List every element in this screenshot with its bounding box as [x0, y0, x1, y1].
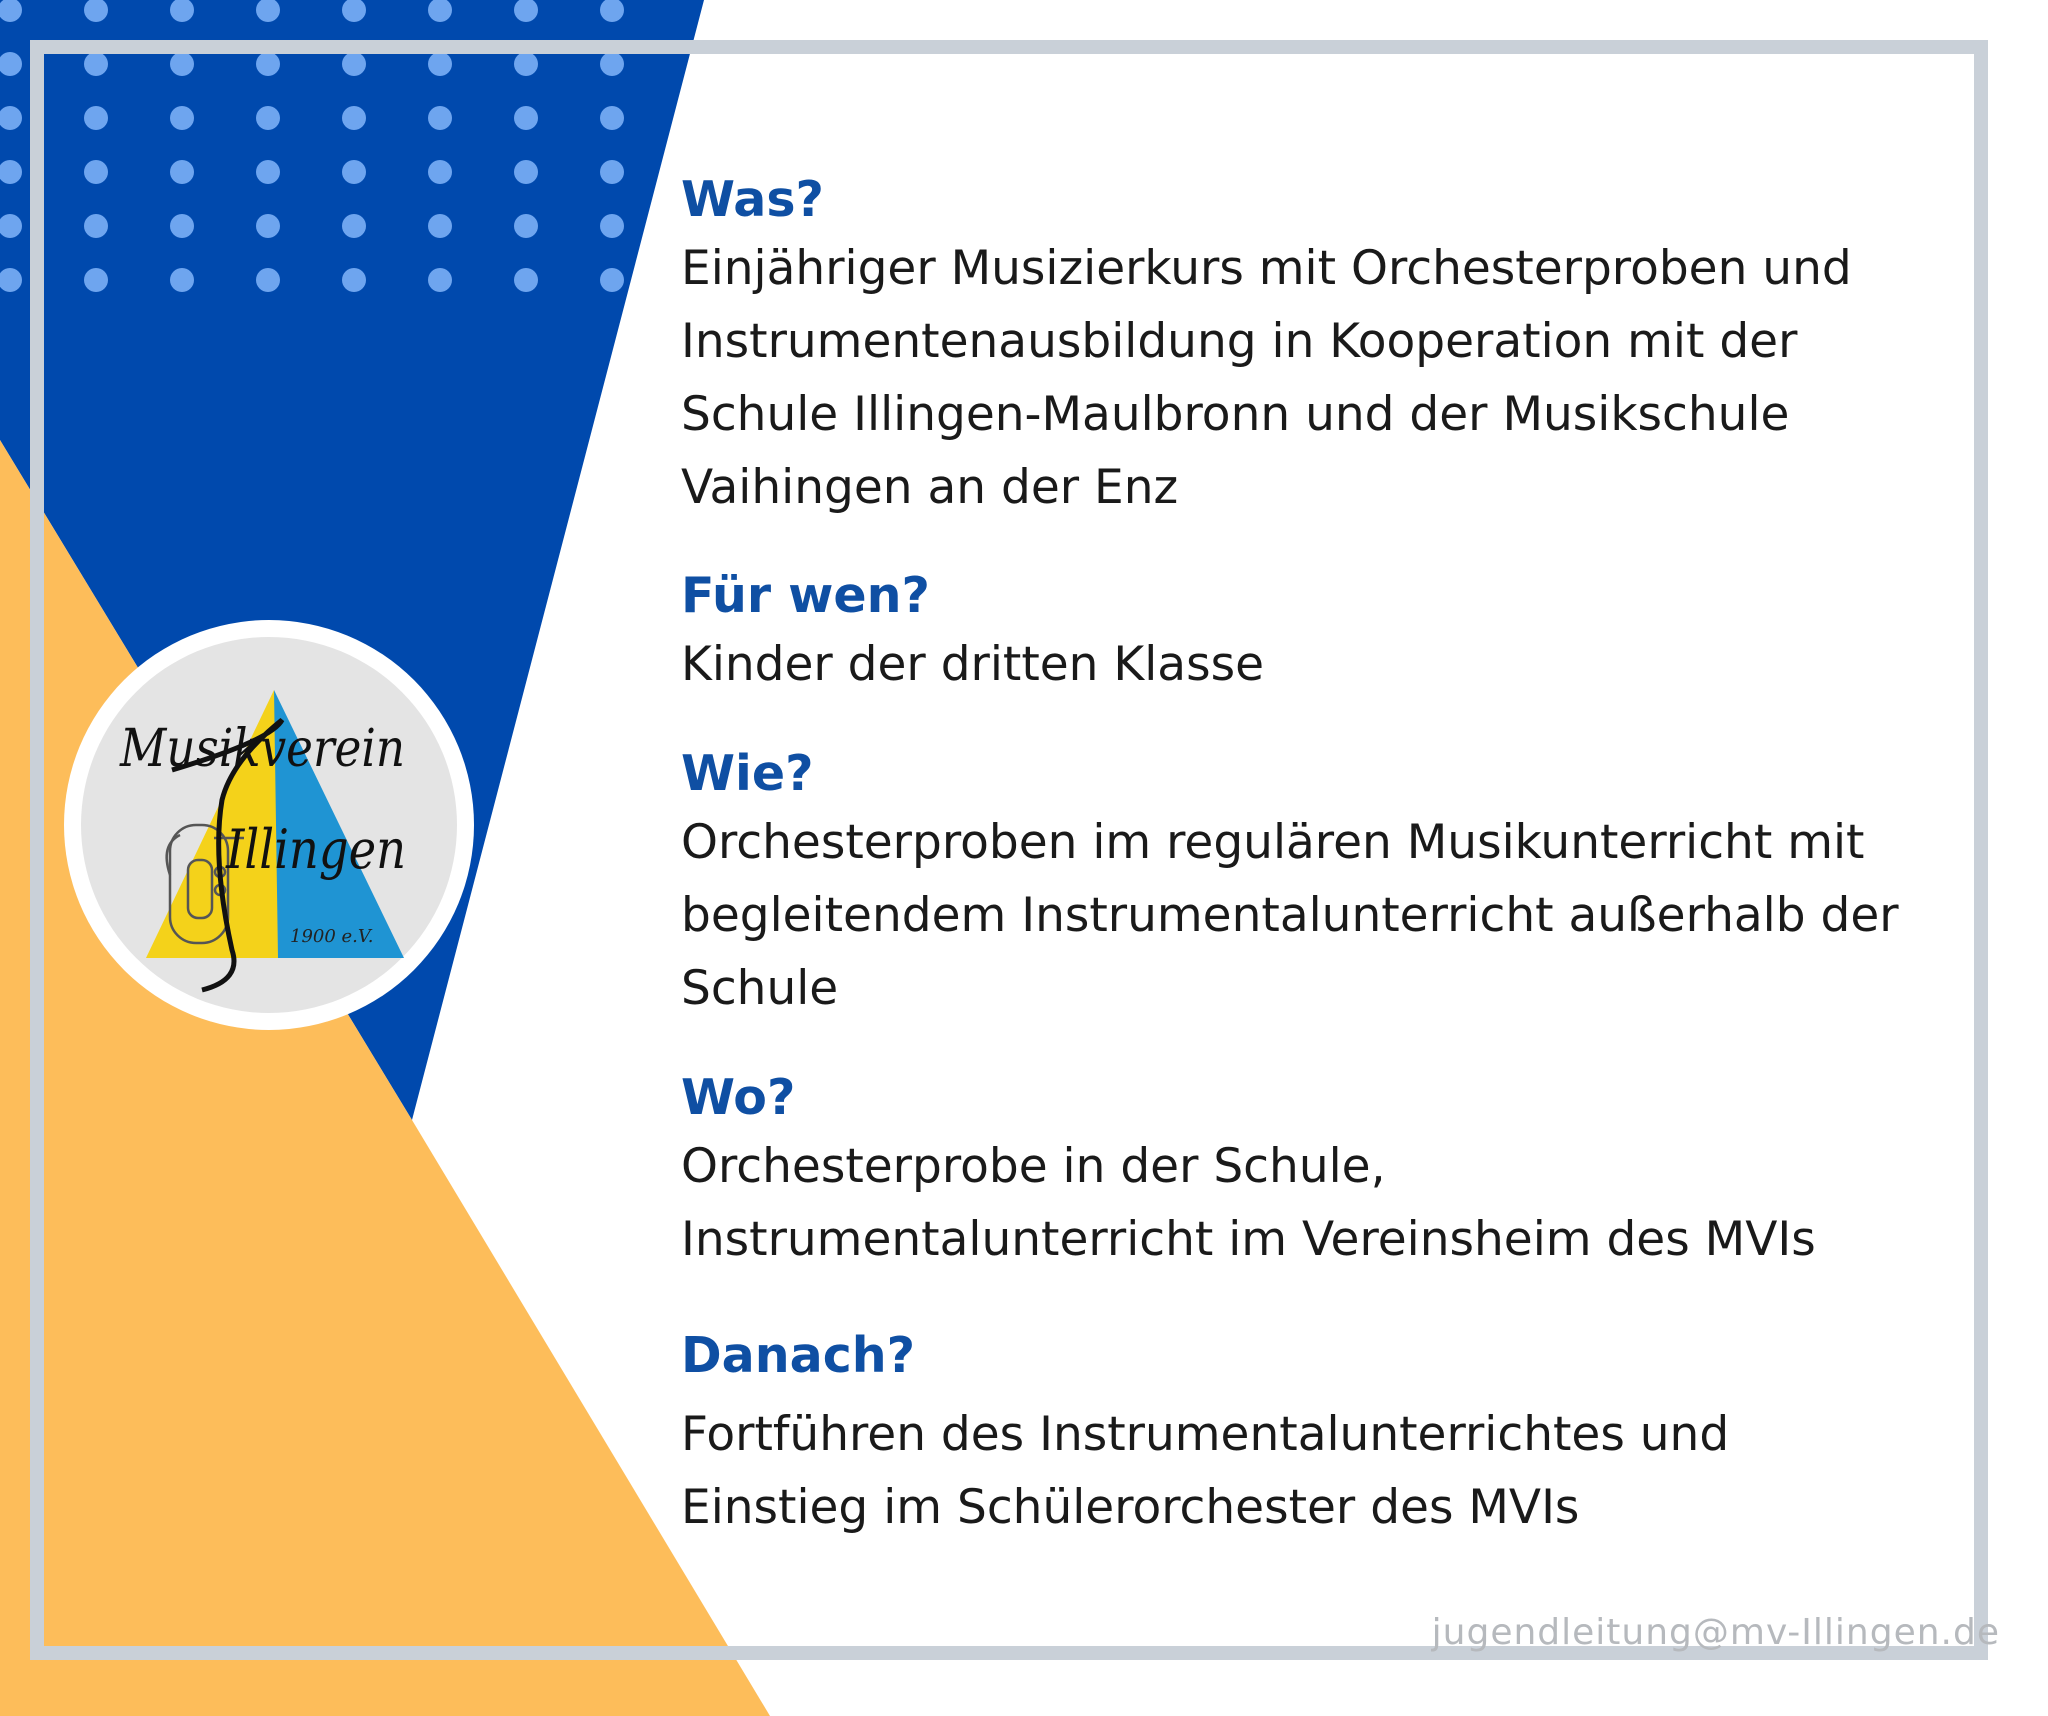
body-line: Orchesterproben im regulären Musikunterricht mit — [681, 815, 1865, 870]
body-line: Instrumentalunterricht im Vereinsheim des MVIs — [681, 1212, 1816, 1267]
pattern-dot — [256, 268, 280, 292]
heading-was: Was? — [681, 171, 824, 228]
section-danach — [681, 1324, 2001, 1544]
body-line: Schule — [681, 961, 839, 1016]
section-wo — [681, 1066, 2001, 1276]
pattern-dot — [514, 160, 538, 184]
pattern-dot — [428, 106, 452, 130]
heading-fuer-wen: Für wen? — [681, 567, 930, 624]
body-line: Schule Illingen-Maulbronn und der Musikschule — [681, 387, 1790, 442]
pattern-dot — [84, 268, 108, 292]
musikverein-logo — [64, 620, 474, 1030]
pattern-dot — [84, 160, 108, 184]
contact-email[interactable]: jugendleitung@mv-Illingen.de — [1431, 1612, 2000, 1653]
heading-wie: Wie? — [681, 745, 814, 802]
pattern-dot — [342, 268, 366, 292]
logo-name-line2: Illingen — [225, 818, 406, 881]
body-line: Einstieg im Schülerorchester des MVIs — [681, 1480, 1580, 1535]
pattern-dot — [428, 160, 452, 184]
pattern-dot — [600, 160, 624, 184]
logo-name-line1: Musikverein — [119, 719, 405, 779]
pattern-dot — [256, 52, 280, 76]
pattern-dot — [342, 52, 366, 76]
pattern-dot — [256, 160, 280, 184]
pattern-dot — [170, 268, 194, 292]
pattern-dot — [170, 214, 194, 238]
section-was — [681, 168, 2001, 524]
pattern-dot — [342, 106, 366, 130]
pattern-dot — [428, 214, 452, 238]
pattern-dot — [428, 268, 452, 292]
logo-founded: 1900 e.V. — [290, 926, 374, 947]
body-line: begleitendem Instrumentalunterricht außerhalb der — [681, 888, 1899, 943]
body-line: Einjähriger Musizierkurs mit Orchesterproben und — [681, 241, 1852, 296]
heading-danach: Danach? — [681, 1327, 916, 1384]
pattern-dot — [170, 106, 194, 130]
pattern-dot — [514, 52, 538, 76]
pattern-dot — [342, 214, 366, 238]
pattern-dot — [514, 268, 538, 292]
pattern-dot — [256, 214, 280, 238]
pattern-dot — [342, 160, 366, 184]
pattern-dot — [514, 106, 538, 130]
pattern-dot — [600, 268, 624, 292]
section-fuer-wen — [681, 564, 2001, 701]
pattern-dot — [514, 214, 538, 238]
pattern-dot — [170, 160, 194, 184]
pattern-dot — [600, 106, 624, 130]
body-line: Orchesterprobe in der Schule, — [681, 1139, 1386, 1194]
pattern-dot — [170, 52, 194, 76]
pattern-dot — [428, 52, 452, 76]
body-line: Kinder der dritten Klasse — [681, 637, 1264, 692]
pattern-dot — [84, 106, 108, 130]
pattern-dot — [600, 52, 624, 76]
pattern-dot — [600, 214, 624, 238]
pattern-dot — [84, 52, 108, 76]
body-line: Vaihingen an der Enz — [681, 460, 1179, 515]
section-wie — [681, 742, 2001, 1025]
pattern-dot — [256, 106, 280, 130]
body-line: Instrumentenausbildung in Kooperation mit der — [681, 314, 1798, 369]
heading-wo: Wo? — [681, 1069, 796, 1126]
body-line: Fortführen des Instrumentalunterrichtes und — [681, 1407, 1730, 1462]
pattern-dot — [84, 214, 108, 238]
